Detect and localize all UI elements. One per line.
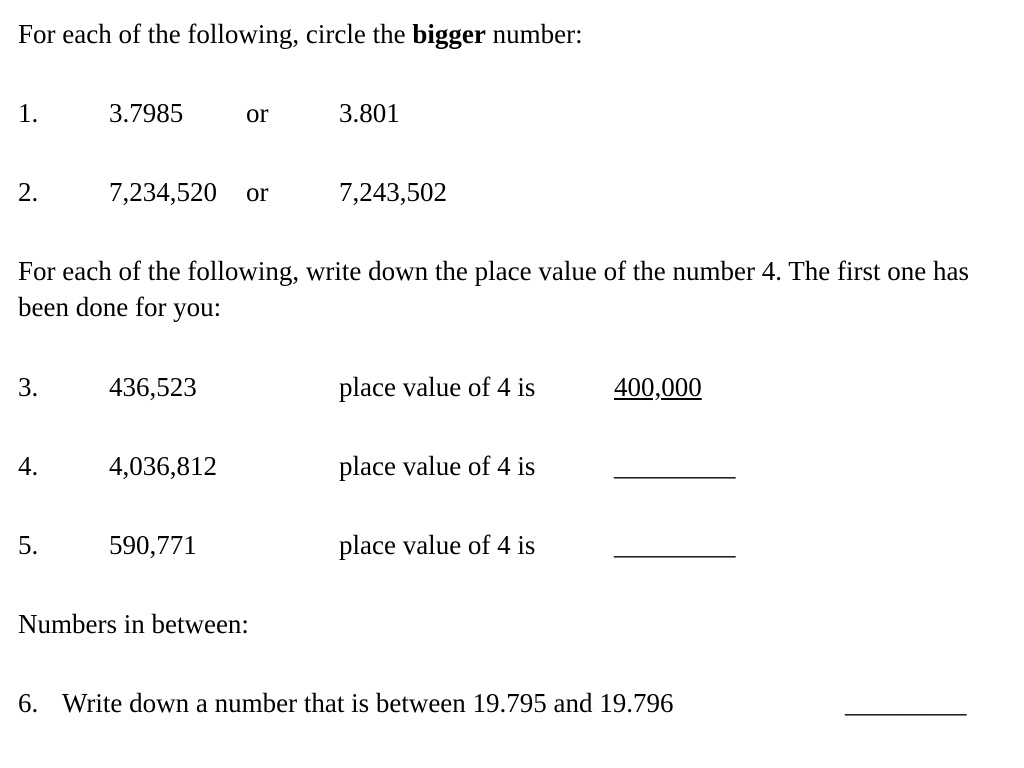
option-b[interactable]: 3.801 [339,98,400,128]
answer-blank[interactable]: _________ [614,530,736,560]
answer-blank[interactable]: _________ [845,688,967,718]
place-value-label: place value of 4 is [339,451,536,481]
option-b[interactable]: 7,243,502 [339,177,447,207]
numbers-in-between-heading: Numbers in between: [18,609,249,639]
number-value: 590,771 [109,530,197,560]
question-number: 1. [18,98,39,128]
number-value: 4,036,812 [109,451,217,481]
or-word: or [246,177,269,207]
question-number: 2. [18,177,39,207]
number-value: 436,523 [109,372,197,402]
instruction-place-value: For each of the following, write down the place value of the number 4. The first one has been done for you: [18,256,969,322]
instruction-text: For each of the following, circle the [18,19,413,49]
option-a[interactable]: 3.7985 [109,98,184,128]
answer-example: 400,000 [614,372,702,402]
instruction-bold-word: bigger [412,19,486,49]
question-number: 4. [18,451,39,481]
answer-blank[interactable]: _________ [614,451,736,481]
question-number: 5. [18,530,39,560]
instruction-text-end: number: [485,19,583,49]
question-number: 6. [18,688,39,718]
question-number: 3. [18,372,39,402]
question-text: Write down a number that is between 19.795 and 19.796 [62,688,674,718]
place-value-label: place value of 4 is [339,372,536,402]
option-a[interactable]: 7,234,520 [109,177,217,207]
or-word: or [246,98,269,128]
instruction-circle-bigger [18,16,583,52]
place-value-label: place value of 4 is [339,530,536,560]
